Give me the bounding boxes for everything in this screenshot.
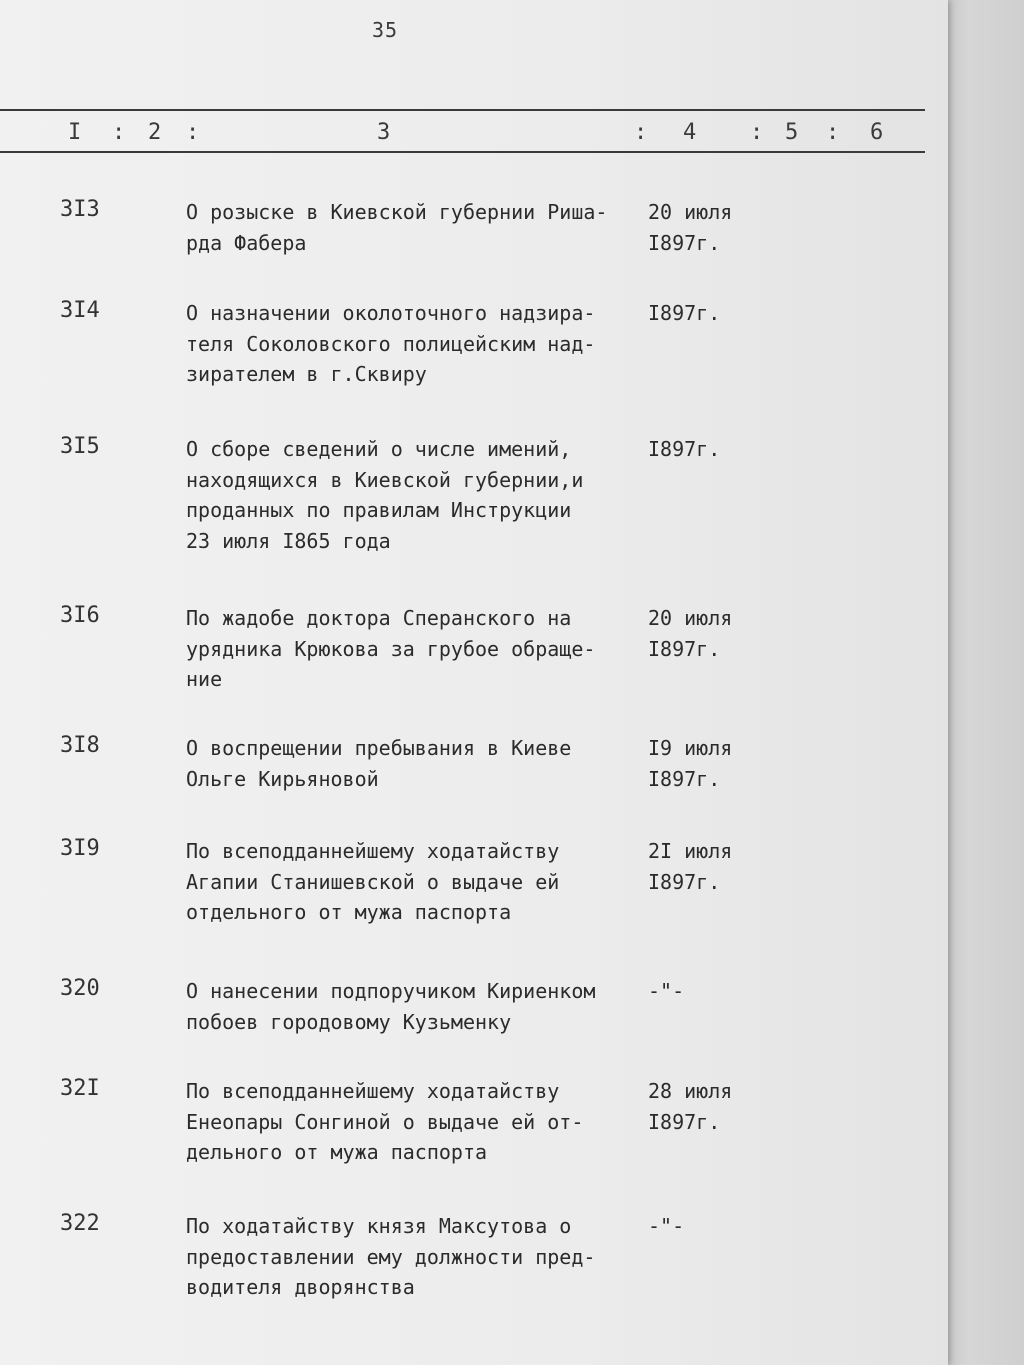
entry-number: 3I8 (60, 733, 100, 758)
column-separator: : (826, 120, 840, 145)
entry-date: 20 июля I897г. (648, 606, 733, 661)
entry-date: 20 июля I897г. (648, 200, 733, 255)
entry-number: 322 (60, 1211, 100, 1236)
column-header-1: I (68, 120, 82, 145)
entry-description: По всеподданнейшему ходатайству Енеопары Сонгиной о выдаче ей от- дельного от мужа паспорта (186, 1079, 584, 1164)
entry-date: I897г. (648, 437, 721, 461)
header-rule-top (0, 109, 925, 111)
entry-description: О назначении околоточного надзира- теля Соколовского полицейским над- зирателем в г.Сквиру (186, 301, 596, 386)
column-header-5: 5 (785, 120, 799, 145)
entry-date: I9 июля I897г. (648, 736, 733, 791)
header-rule-bottom (0, 151, 925, 153)
entry-description: По ходатайству князя Максутова о предоставлении ему должности пред- водителя дворянства (186, 1214, 596, 1299)
entry-description: По всеподданнейшему ходатайству Агапии Станишевской о выдаче ей отдельного от мужа паспорта (186, 839, 560, 924)
column-header-4: 4 (683, 120, 697, 145)
entry-description: По жадобе доктора Сперанского на урядника Крюкова за грубое обраще- ние (186, 606, 596, 691)
column-header-2: 2 (148, 120, 162, 145)
column-separator: : (750, 120, 764, 145)
page-number: 35 (372, 18, 399, 42)
entry-number: 3I3 (60, 197, 100, 222)
column-header-row (0, 120, 925, 148)
entry-number: 3I5 (60, 434, 100, 459)
entry-number: 32I (60, 1076, 100, 1101)
column-separator: : (186, 120, 200, 145)
entry-number: 320 (60, 976, 100, 1001)
entry-description: О воспрещении пребывания в Киеве Ольге Кирьяновой (186, 736, 572, 791)
column-header-6: 6 (870, 120, 884, 145)
entry-date: -"- (648, 1214, 685, 1238)
entry-number: 3I4 (60, 298, 100, 323)
entry-date: 2I июля I897г. (648, 839, 733, 894)
entry-number: 3I6 (60, 603, 100, 628)
column-separator: : (634, 120, 648, 145)
entry-date: 28 июля I897г. (648, 1079, 733, 1134)
entry-description: О розыске в Киевской губернии Риша- рда Фабера (186, 200, 608, 255)
entry-date: -"- (648, 979, 685, 1003)
column-header-3: 3 (377, 120, 391, 145)
entry-number: 3I9 (60, 836, 100, 861)
entry-date: I897г. (648, 301, 721, 325)
entry-description: О сборе сведений о числе имений, находящихся в Киевской губернии,и проданных по правилам Инструкции 23 июля I865 года (186, 437, 584, 553)
entry-description: О нанесении подпоручиком Кириенком побоев городовому Кузьменку (186, 979, 596, 1034)
column-separator: : (112, 120, 126, 145)
